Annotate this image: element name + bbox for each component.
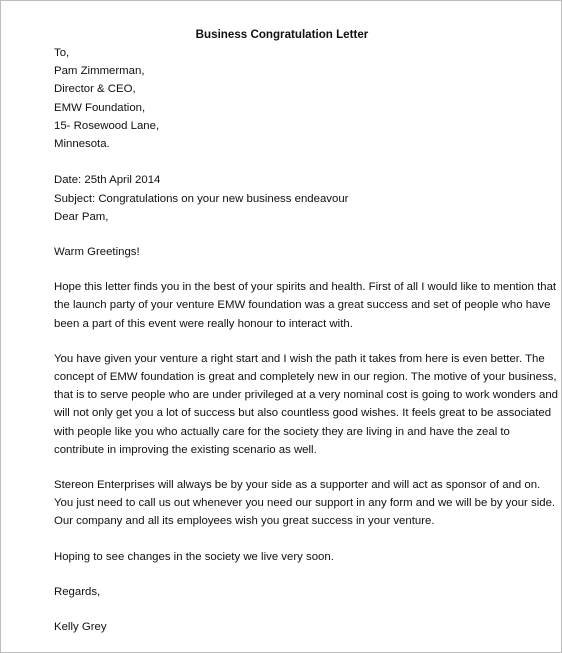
recipient-to: To, [54, 47, 70, 59]
paragraph-line: concept of EMW foundation is great and completely new in our region. The motive of your business, [54, 371, 557, 384]
greeting: Warm Greetings! [54, 246, 140, 259]
paragraph-2 [54, 350, 558, 459]
paragraph-line: will not only get you a lot of success but also countless good wishes. It feels great to be associated [54, 407, 552, 420]
paragraph-line: contribute in improving the existing scenario as well. [54, 443, 317, 456]
letter-title: Business Congratulation Letter [195, 28, 369, 41]
recipient-role: Director & CEO, [54, 83, 136, 96]
closing-regards: Regards, [54, 585, 101, 598]
paragraph-line: that is to serve people who are under privileged at a very nominal cost is going to work wonders and [54, 389, 558, 402]
paragraph-line: been a part of this event were really honour to interact with. [54, 317, 353, 330]
letter-date: Date: 25th April 2014 [54, 174, 161, 187]
letter-subject: Subject: Congratulations on your new business endeavour [54, 192, 349, 205]
salutation: Dear Pam, [54, 210, 109, 223]
closing-hope: Hoping to see changes in the society we live very soon. [54, 550, 334, 563]
signature-name: Kelly Grey [54, 621, 107, 634]
paragraph-line: Hope this letter finds you in the best of your spirits and health. First of all I would like to mention that [54, 281, 557, 294]
recipient-block [54, 44, 524, 153]
letter-body [54, 44, 558, 636]
paragraph-line: Our company and all its employees wish you great success in your venture. [54, 515, 435, 528]
paragraph-3 [54, 476, 556, 531]
paragraph-line: with people like you who actually care for the society they are living in and have the zeal to [54, 425, 510, 438]
meta-block [54, 171, 524, 226]
recipient-org: EMW Foundation, [54, 101, 146, 114]
paragraph-1 [54, 278, 557, 333]
paragraph-line: the launch party of your venture EMW foundation was a great success and set of people who have [54, 299, 551, 312]
recipient-street: 15- Rosewood Lane, [54, 119, 160, 132]
paragraph-line: You just need to call us out whenever you need our support in any form and we will be by your side. [54, 497, 556, 510]
recipient-name: Pam Zimmerman, [54, 65, 145, 78]
recipient-city: Minnesota. [54, 138, 110, 151]
paragraph-line: You have given your venture a right start and I wish the path it takes from here is even better. The [54, 352, 545, 365]
paragraph-line: Stereon Enterprises will always be by your side as a supporter and will act as sponsor of and on. [54, 479, 541, 492]
